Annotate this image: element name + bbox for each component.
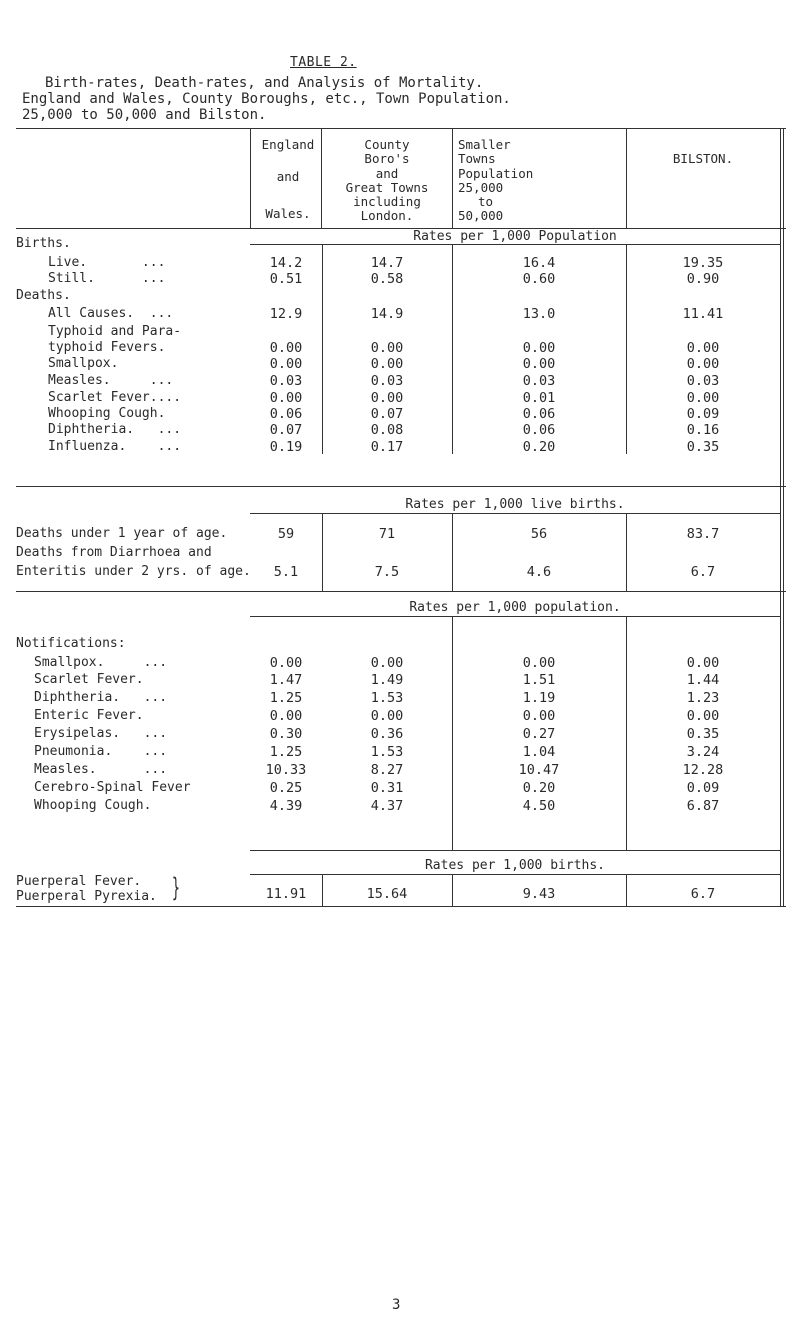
value-cell: 0.00	[686, 340, 720, 356]
rule-bottom	[16, 906, 786, 907]
value-cell: 0.00	[269, 356, 303, 372]
puerperal-england: 11.91	[265, 886, 307, 902]
row-label: Diphtheria. ...	[34, 690, 168, 705]
value-cell: 0.00	[686, 356, 720, 372]
intro-line-1: Birth-rates, Death-rates, and Analysis of Mortality.	[45, 75, 484, 91]
value-cell: 0.20	[522, 439, 556, 455]
row-label: All Causes. ...	[48, 306, 174, 321]
row-label: Pneumonia. ...	[34, 744, 168, 759]
row-label: Deaths under 1 year of age.	[16, 526, 228, 541]
header-county-line-3: and	[375, 166, 399, 181]
row-label: Influenza. ...	[48, 439, 182, 454]
value-cell: 0.00	[269, 708, 303, 724]
value-cell: 4.6	[526, 564, 552, 580]
value-cell: 4.39	[269, 798, 303, 814]
value-cell: 4.37	[370, 798, 404, 814]
value-cell: 10.47	[518, 762, 560, 778]
band-live-births-rates: Rates per 1,000 live births.	[405, 497, 625, 512]
row-label: Measles. ...	[34, 762, 168, 777]
value-cell: 0.06	[269, 406, 303, 422]
value-cell: 14.9	[370, 306, 404, 322]
value-cell: 0.03	[269, 373, 303, 389]
value-cell: 0.60	[522, 271, 556, 287]
value-cell: 0.07	[370, 406, 404, 422]
value-cell: 0.03	[522, 373, 556, 389]
rule-section3-top	[16, 591, 786, 592]
header-county-line-2: Boro's	[364, 151, 410, 166]
header-smaller-line-1: Smaller	[458, 137, 511, 152]
band-births-rates: Rates per 1,000 births.	[424, 858, 605, 873]
value-cell: 0.36	[370, 726, 404, 742]
value-cell: 0.00	[522, 708, 556, 724]
value-cell: 0.00	[370, 356, 404, 372]
row-label: Diphtheria. ...	[48, 422, 182, 437]
row-label: Scarlet Fever....	[48, 390, 182, 405]
header-bilston: BILSTON.	[672, 151, 734, 166]
header-county-line-4: Great Towns	[345, 180, 429, 195]
value-cell: 0.03	[686, 373, 720, 389]
value-cell: 0.09	[686, 406, 720, 422]
value-cell: 1.25	[269, 690, 303, 706]
value-cell: 13.0	[522, 306, 556, 322]
col-rule-1	[250, 128, 251, 228]
value-cell: 0.03	[370, 373, 404, 389]
header-smaller-line-2: Towns	[458, 151, 496, 166]
page-number: 3	[392, 1297, 401, 1313]
row-label: Smallpox.	[48, 356, 119, 371]
header-county-line-5: including	[353, 194, 421, 209]
value-cell: 71	[378, 526, 396, 542]
header-england-line-3: Wales.	[265, 206, 311, 221]
value-cell: 11.41	[682, 306, 724, 322]
row-label: Measles. ...	[48, 373, 174, 388]
value-cell: 1.49	[370, 672, 404, 688]
row-label: Deaths from Diarrhoea and	[16, 545, 212, 560]
value-cell: 0.00	[522, 655, 556, 671]
col-rule-5	[780, 128, 781, 906]
deaths-heading: Deaths.	[16, 288, 71, 303]
value-cell: 0.06	[522, 406, 556, 422]
value-cell: 14.7	[370, 255, 404, 271]
value-cell: 0.00	[370, 390, 404, 406]
value-cell: 0.07	[269, 422, 303, 438]
puerperal-pyrexia-label: Puerperal Pyrexia.	[16, 889, 157, 904]
value-cell: 0.51	[269, 271, 303, 287]
value-cell: 0.35	[686, 439, 720, 455]
rule-top	[16, 128, 786, 129]
row-label: Live. ...	[48, 255, 166, 270]
row-label: Erysipelas. ...	[34, 726, 168, 741]
value-cell: 0.00	[686, 390, 720, 406]
row-label: Scarlet Fever.	[34, 672, 144, 687]
row-label: Enteritis under 2 yrs. of age.	[16, 564, 251, 579]
value-cell: 0.08	[370, 422, 404, 438]
value-cell: 0.00	[370, 655, 404, 671]
puerperal-county: 15.64	[366, 886, 408, 902]
value-cell: 0.31	[370, 780, 404, 796]
value-cell: 1.44	[686, 672, 720, 688]
value-cell: 1.51	[522, 672, 556, 688]
value-cell: 1.19	[522, 690, 556, 706]
value-cell: 5.1	[273, 564, 299, 580]
value-cell: 0.35	[686, 726, 720, 742]
header-smaller-line-6: 50,000	[458, 208, 504, 223]
value-cell: 19.35	[682, 255, 724, 271]
row-label: Cerebro-Spinal Fever	[34, 780, 191, 795]
value-cell: 0.17	[370, 439, 404, 455]
value-cell: 0.09	[686, 780, 720, 796]
row-label: Whooping Cough.	[34, 798, 152, 813]
value-cell: 0.00	[370, 708, 404, 724]
value-cell: 0.00	[522, 340, 556, 356]
row-label: Enteric Fever.	[34, 708, 144, 723]
value-cell: 6.7	[690, 564, 716, 580]
value-cell: 6.87	[686, 798, 720, 814]
col-rule-6	[783, 128, 784, 906]
value-cell: 0.20	[522, 780, 556, 796]
intro-line-2: England and Wales, County Boroughs, etc., Town Population.	[22, 91, 511, 107]
value-cell: 1.04	[522, 744, 556, 760]
value-cell: 0.90	[686, 271, 720, 287]
header-smaller-line-5: to	[478, 194, 494, 209]
header-smaller-line-4: 25,000	[458, 180, 504, 195]
value-cell: 4.50	[522, 798, 556, 814]
value-cell: 0.00	[686, 655, 720, 671]
value-cell: 0.00	[269, 655, 303, 671]
header-england-line-1: England	[261, 137, 315, 152]
value-cell: 0.25	[269, 780, 303, 796]
puerperal-bilston: 6.7	[690, 886, 716, 902]
value-cell: 0.58	[370, 271, 404, 287]
notifications-heading: Notifications:	[16, 636, 126, 651]
value-cell: 1.53	[370, 690, 404, 706]
col-rule-4	[626, 128, 627, 228]
value-cell: 1.23	[686, 690, 720, 706]
value-cell: 16.4	[522, 255, 556, 271]
row-label: Whooping Cough.	[48, 406, 166, 421]
row-label: typhoid Fevers.	[48, 340, 166, 355]
rule-section2-band	[250, 513, 780, 514]
puerperal-smaller: 9.43	[522, 886, 556, 902]
value-cell: 0.00	[686, 708, 720, 724]
value-cell: 0.16	[686, 422, 720, 438]
header-england-line-2: and	[276, 169, 300, 184]
puerperal-fever-label: Puerperal Fever.	[16, 874, 142, 889]
row-label: Still. ...	[48, 271, 166, 286]
value-cell: 83.7	[686, 526, 720, 542]
value-cell: 14.2	[269, 255, 303, 271]
rule-section1-band	[250, 244, 780, 245]
intro-line-3: 25,000 to 50,000 and Bilston.	[22, 107, 267, 123]
header-smaller-line-3: Population	[458, 166, 534, 181]
value-cell: 0.00	[269, 390, 303, 406]
value-cell: 3.24	[686, 744, 720, 760]
value-cell: 0.00	[522, 356, 556, 372]
rule-section4-band	[250, 874, 780, 875]
band-population-rates: Rates per 1,000 Population	[413, 229, 617, 244]
value-cell: 1.25	[269, 744, 303, 760]
value-cell: 10.33	[265, 762, 307, 778]
rule-section2-top	[16, 486, 786, 487]
value-cell: 59	[277, 526, 295, 542]
value-cell: 0.00	[370, 340, 404, 356]
band-population-rates-notifications: Rates per 1,000 population.	[409, 600, 621, 615]
value-cell: 7.5	[374, 564, 400, 580]
value-cell: 0.30	[269, 726, 303, 742]
header-county-line-1: County	[364, 137, 410, 152]
row-label: Smallpox. ...	[34, 655, 168, 670]
value-cell: 12.28	[682, 762, 724, 778]
value-cell: 1.53	[370, 744, 404, 760]
births-heading: Births.	[16, 236, 71, 251]
rule-section4-top	[250, 850, 780, 851]
value-cell: 8.27	[370, 762, 404, 778]
header-county-line-6: London.	[360, 208, 414, 223]
table-title: TABLE 2.	[290, 55, 357, 70]
value-cell: 0.27	[522, 726, 556, 742]
value-cell: 0.00	[269, 340, 303, 356]
row-label: Typhoid and Para-	[48, 324, 182, 339]
value-cell: 0.19	[269, 439, 303, 455]
puerperal-brace: }	[172, 873, 180, 903]
value-cell: 1.47	[269, 672, 303, 688]
value-cell: 0.01	[522, 390, 556, 406]
col-rule-3	[452, 128, 453, 228]
value-cell: 56	[530, 526, 548, 542]
value-cell: 12.9	[269, 306, 303, 322]
value-cell: 0.06	[522, 422, 556, 438]
rule-section3-band	[250, 616, 780, 617]
